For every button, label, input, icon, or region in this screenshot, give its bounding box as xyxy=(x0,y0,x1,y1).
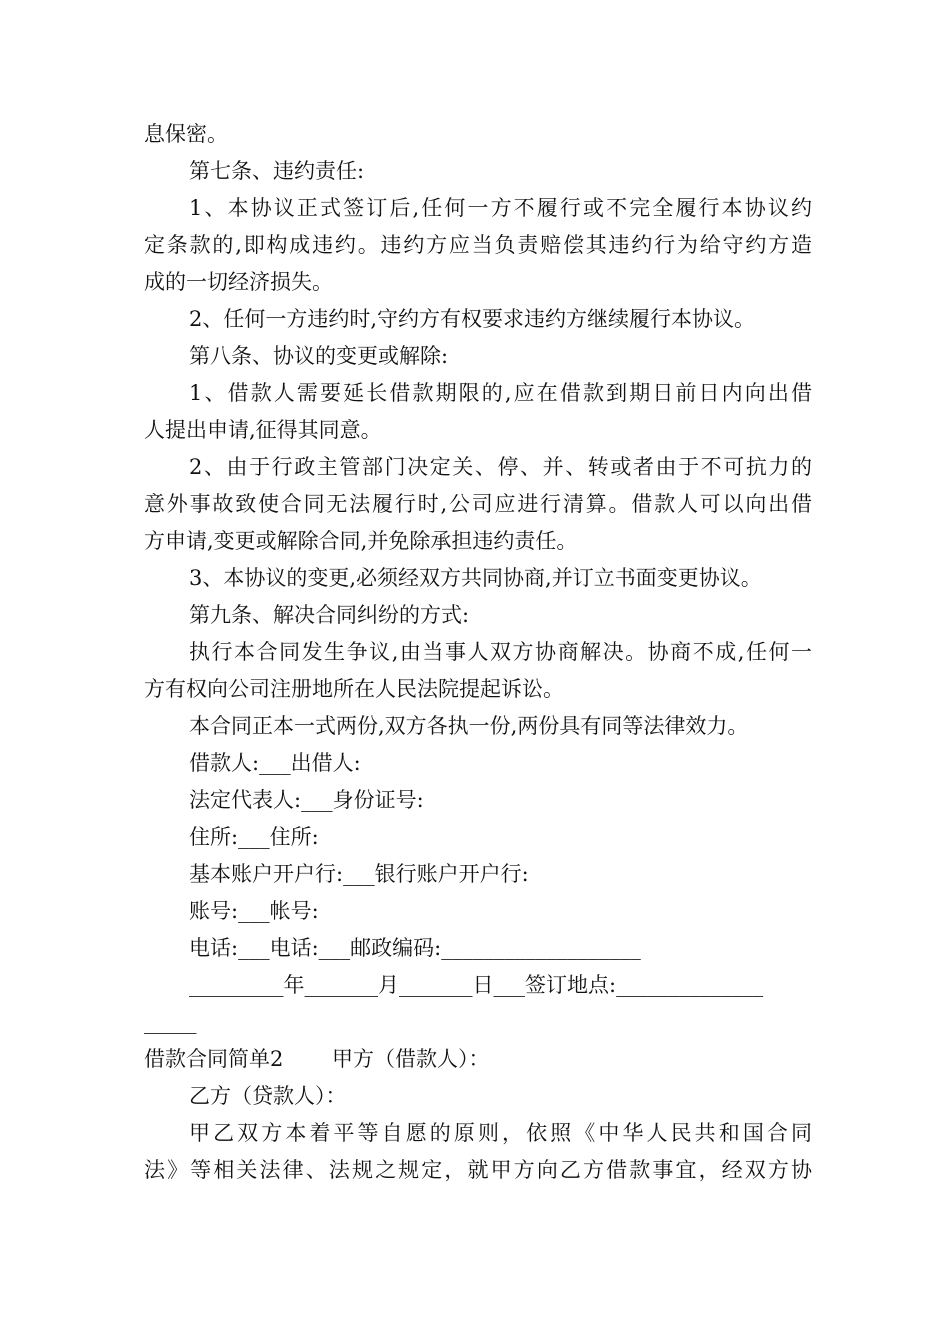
document-page xyxy=(144,116,812,1189)
document-line: 借款人:___出借人: xyxy=(189,751,361,775)
document-line: 2、由于行政主管部门决定关、停、并、转或者由于不可抗力的 xyxy=(189,455,812,479)
document-line: 2、任何一方违约时,守约方有权要求违约方继续履行本协议。 xyxy=(189,307,756,331)
document-line: 电话:___电话:___邮政编码:___________________ xyxy=(189,936,641,960)
document-line: 法定代表人:___身份证号: xyxy=(189,788,424,812)
document-line: _________年_______月_______日___签订地点:______________ xyxy=(189,973,764,997)
document-line: 账号:___帐号: xyxy=(189,899,319,923)
document-line: 第九条、解决合同纠纷的方式: xyxy=(189,603,470,627)
document-line: 甲乙双方本着平等自愿的原则，依照《中华人民共和国合同 xyxy=(189,1121,812,1145)
document-line: 人提出申请,征得其同意。 xyxy=(144,418,382,442)
document-line: 1、本协议正式签订后,任何一方不履行或不完全履行本协议约 xyxy=(189,196,812,220)
document-line: 3、本协议的变更,必须经双方共同协商,并订立书面变更协议。 xyxy=(189,566,762,590)
document-line: 第七条、违约责任: xyxy=(189,159,365,183)
document-line: _____ xyxy=(144,1010,197,1034)
document-line: 方申请,变更或解除合同,并免除承担违约责任。 xyxy=(144,529,578,553)
document-line: 住所:___住所: xyxy=(189,825,319,849)
document-line: 意外事故致使合同无法履行时,公司应进行清算。借款人可以向出借 xyxy=(144,492,812,516)
document-line: 法》等相关法律、法规之规定，就甲方向乙方借款事宜，经双方协 xyxy=(144,1158,812,1182)
document-line: 息保密。 xyxy=(144,122,228,146)
document-line: 定条款的,即构成违约。违约方应当负责赔偿其违约行为给守约方造 xyxy=(144,233,812,257)
document-line: 本合同正本一式两份,双方各执一份,两份具有同等法律效力。 xyxy=(189,714,749,738)
document-line: 基本账户开户行:___银行账户开户行: xyxy=(189,862,529,886)
document-line: 借款合同简单2 甲方（借款人）： xyxy=(144,1047,490,1071)
document-line: 乙方（贷款人）： xyxy=(189,1084,347,1108)
document-line: 执行本合同发生争议,由当事人双方协商解决。协商不成,任何一 xyxy=(189,640,812,664)
document-line: 方有权向公司注册地所在人民法院提起诉讼。 xyxy=(144,677,564,701)
document-line: 1、借款人需要延长借款期限的,应在借款到期日前日内向出借 xyxy=(189,381,812,405)
document-line: 成的一切经济损失。 xyxy=(144,270,333,294)
document-line: 第八条、协议的变更或解除: xyxy=(189,344,449,368)
